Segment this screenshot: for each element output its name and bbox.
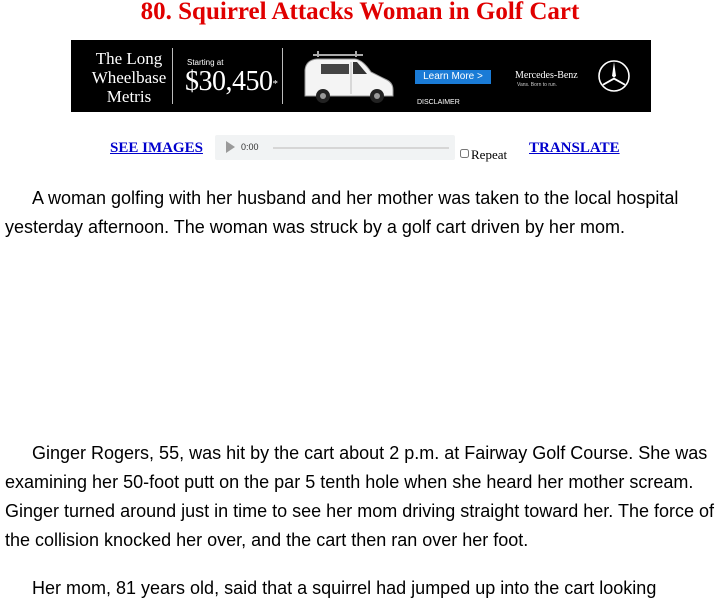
ad-divider [172,48,173,104]
ad-headline-line: Metris [106,87,152,106]
repeat-toggle[interactable] [460,147,507,163]
van-icon [297,50,397,106]
ad-headline [81,49,177,106]
audio-time: 0:00 [241,142,259,152]
audio-player[interactable] [215,135,455,160]
translate-link[interactable]: TRANSLATE [529,140,620,156]
ad-price [185,67,278,97]
ad-headline-line: Wheelbase [91,68,167,87]
repeat-checkbox[interactable] [460,149,469,158]
article-paragraph: Her mom, 81 years old, said that a squirrel had jumped up into the cart looking [32,578,657,598]
ad-price-value: $30,450 [185,66,273,97]
advertisement-banner[interactable] [71,40,651,112]
see-images-link[interactable]: SEE IMAGES [110,140,203,156]
play-icon[interactable] [225,141,235,153]
ad-divider [282,48,283,104]
ad-starting-label: Starting at [187,58,224,67]
article-paragraph: Ginger Rogers, 55, was hit by the cart about 2 p.m. at Fairway Golf Course. She was examining her 50-foot putt on the par 5 tenth hole when she heard her mother scream. Ginger turned around just in time to see her mom driving straight toward her. The force of the collision knocked her over, and the cart then ran over her foot. [5,443,715,550]
audio-progress-track[interactable] [273,147,449,149]
ad-tagline: Vans. Born to run. [517,82,557,88]
ad-price-mark: * [272,78,278,90]
page-title: 80. Squirrel Attacks Woman in Golf Cart [140,0,580,25]
mercedes-star-icon [597,59,631,93]
ad-headline-line: The Long [95,49,163,68]
ad-brand-name: Mercedes-Benz [515,70,578,81]
repeat-label: Repeat [471,147,508,162]
article-paragraph: A woman golfing with her husband and her mother was taken to the local hospital yesterday afternoon. The woman was struck by a golf cart driven by her mom. [5,188,679,237]
ad-disclaimer-link[interactable]: DISCLAIMER [417,99,460,106]
ad-learn-more-button[interactable]: Learn More > [415,70,491,84]
